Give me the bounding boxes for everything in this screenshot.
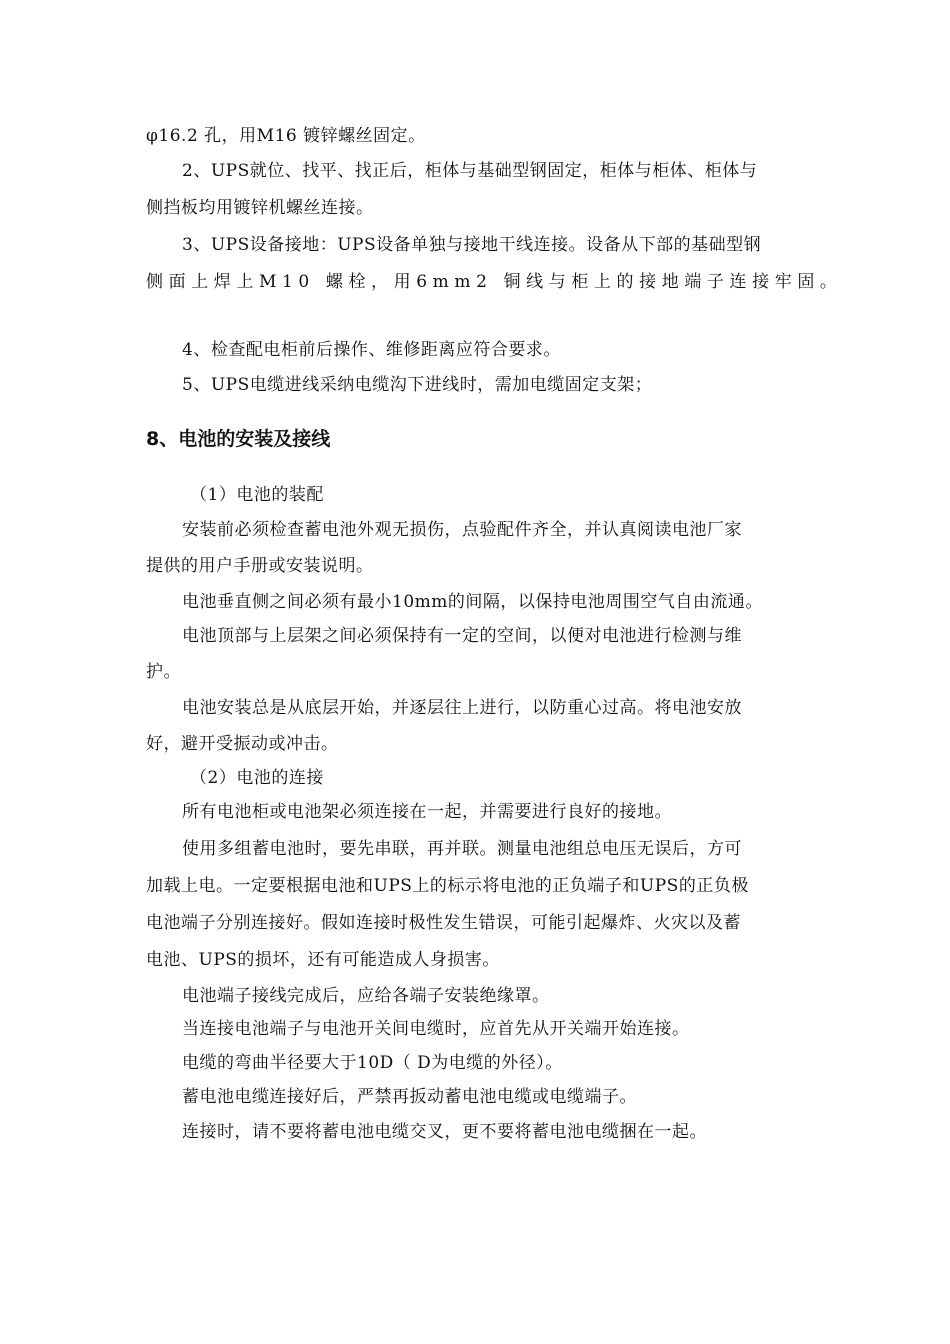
paragraph-line: 加载上电。一定要根据电池和UPS上的标示将电池的正负端子和UPS的正负极 [146,876,749,896]
paragraph-line: 当连接电池端子与电池开关间电缆时，应首先从开关端开始连接。 [182,1019,690,1039]
section-heading: 8、电池的安装及接线 [146,428,331,450]
paragraph-line: 护。 [146,662,181,682]
paragraph-line: 电池、UPS的损坏，还有可能造成人身损害。 [146,950,500,970]
paragraph-line: 5、UPS电缆进线采纳电缆沟下进线时，需加电缆固定支架； [182,375,653,395]
paragraph-line: φ16.2 孔，用M16 镀锌螺丝固定。 [146,126,426,146]
paragraph-line: 提供的用户手册或安装说明。 [146,556,374,576]
paragraph-line: 侧面上焊上M10 螺栓，用6mm2 铜线与柜上的接地端子连接牢固。 [146,272,843,292]
paragraph-line: 蓄电池电缆连接好后，严禁再扳动蓄电池电缆或电缆端子。 [182,1087,637,1107]
paragraph-line: 使用多组蓄电池时，要先串联，再并联。测量电池组总电压无误后，方可 [182,839,742,859]
paragraph-line: 电缆的弯曲半径要大于10D（ D为电缆的外径）。 [182,1053,563,1073]
paragraph-line: 2、UPS就位、找平、找正后，柜体与基础型钢固定，柜体与柜体、柜体与 [182,161,758,181]
paragraph-line: 安装前必须检查蓄电池外观无损伤，点验配件齐全，并认真阅读电池厂家 [182,520,742,540]
paragraph-line: 3、UPS设备接地：UPS设备单独与接地干线连接。设备从下部的基础型钢 [182,235,762,255]
paragraph-line: 4、检查配电柜前后操作、维修距离应符合要求。 [182,340,561,360]
paragraph-line: 所有电池柜或电池架必须连接在一起，并需要进行良好的接地。 [182,802,672,822]
paragraph-line: 好，避开受振动或冲击。 [146,734,339,754]
paragraph-line: 电池端子接线完成后，应给各端子安装绝缘罩。 [182,986,550,1006]
paragraph-line: 侧挡板均用镀锌机螺丝连接。 [146,198,374,218]
subsection-title: （2）电池的连接 [190,768,324,788]
subsection-title: （1）电池的装配 [190,485,324,505]
paragraph-line: 电池端子分别连接好。假如连接时极性发生错误，可能引起爆炸、火灾以及蓄 [146,913,741,933]
paragraph-line: 电池顶部与上层架之间必须保持有一定的空间，以便对电池进行检测与维 [182,626,742,646]
paragraph-line: 电池垂直侧之间必须有最小10mm的间隔，以保持电池周围空气自由流通。 [182,592,763,612]
paragraph-line: 电池安装总是从底层开始，并逐层往上进行，以防重心过高。将电池安放 [182,698,742,718]
paragraph-line: 连接时，请不要将蓄电池电缆交叉，更不要将蓄电池电缆捆在一起。 [182,1122,707,1142]
